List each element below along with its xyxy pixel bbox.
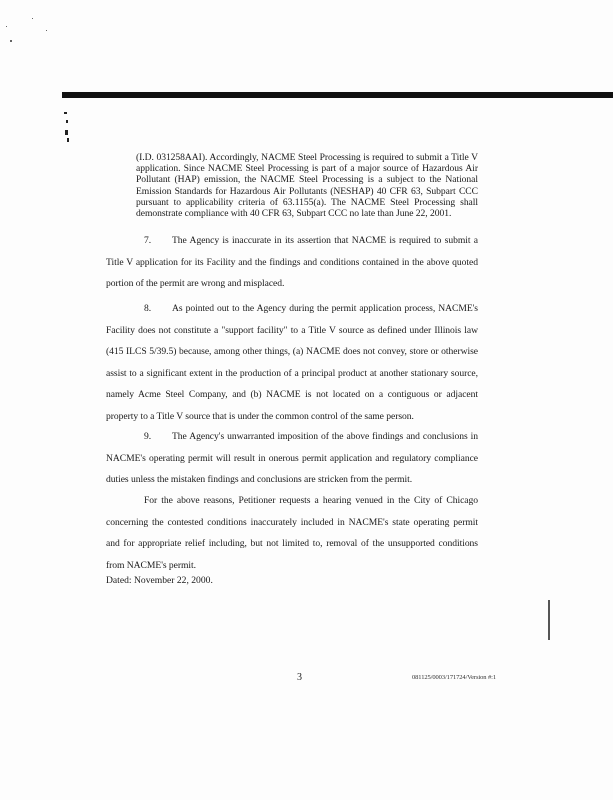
scan-speck: [6, 26, 7, 27]
paragraph-7: [106, 230, 478, 295]
paragraph-9: [106, 426, 478, 491]
scan-left-marks: [62, 112, 72, 152]
paragraph-number: 8.: [144, 303, 152, 314]
paragraph-text: As pointed out to the Agency during the permit application process, NACME's Facility does not constitute a "support facility" to a Title V source as defined under Illinois law (415 ILCS 5/39.5) because, among other things, (a) NACME does not convey, store or otherwise assist to a significant extent in the production of a principal product at another stationary source, namely Acme Steel Company, and (b) NACME is not located on a contiguous or adjacent property to a Title V source that is under the common control of the same person.: [106, 303, 478, 422]
scan-speck: [10, 40, 12, 42]
scan-edge-line: [548, 600, 550, 640]
paragraph-number: 9.: [144, 431, 152, 442]
scan-speck: [32, 18, 33, 19]
scan-speck: [46, 30, 47, 31]
paragraph-8: [106, 298, 478, 427]
paragraph-number: 7.: [144, 235, 152, 246]
scan-top-bar: [62, 92, 613, 98]
closing-paragraph: For the above reasons, Petitioner requests a hearing venued in the City of Chicago concerning the contested conditions inaccurately included in NACME's state operating permit and for appropriate relief including, but not limited to, removal of the unsupported conditions from NACME's permit.: [106, 495, 478, 571]
paragraph-text: The Agency's unwarranted imposition of the above findings and conclusions in NACME's operating permit will result in onerous permit application and regulatory compliance duties unless the mistaken findings and conclusions are stricken from the permit.: [106, 431, 478, 485]
dated-line: Dated: November 22, 2000.: [106, 575, 213, 586]
page-number: 3: [297, 672, 302, 683]
quoted-permit-text: (I.D. 031258AAI). Accordingly, NACME Steel Processing is required to submit a Title V application. Since NACME Steel Processing is part of a major source of Hazardous Air Pollutant (HAP) emission, the NACME Steel Processing is a subject to the National Emission Standards for Hazardous Air Pollutants (NESHAP) 40 CFR 63, Subpart CCC pursuant to applicability criteria of 63.1155(a). The NACME Steel Processing shall demonstrate compliance with 40 CFR 63, Subpart CCC no late than June 22, 2001.: [136, 152, 478, 220]
document-id: 081125/0003/171724/Version #:1: [412, 674, 496, 681]
paragraph-text: The Agency is inaccurate in its assertion that NACME is required to submit a Title V application for its Facility and the findings and conditions contained in the above quoted portion of the permit are wrong and misplaced.: [106, 235, 478, 289]
